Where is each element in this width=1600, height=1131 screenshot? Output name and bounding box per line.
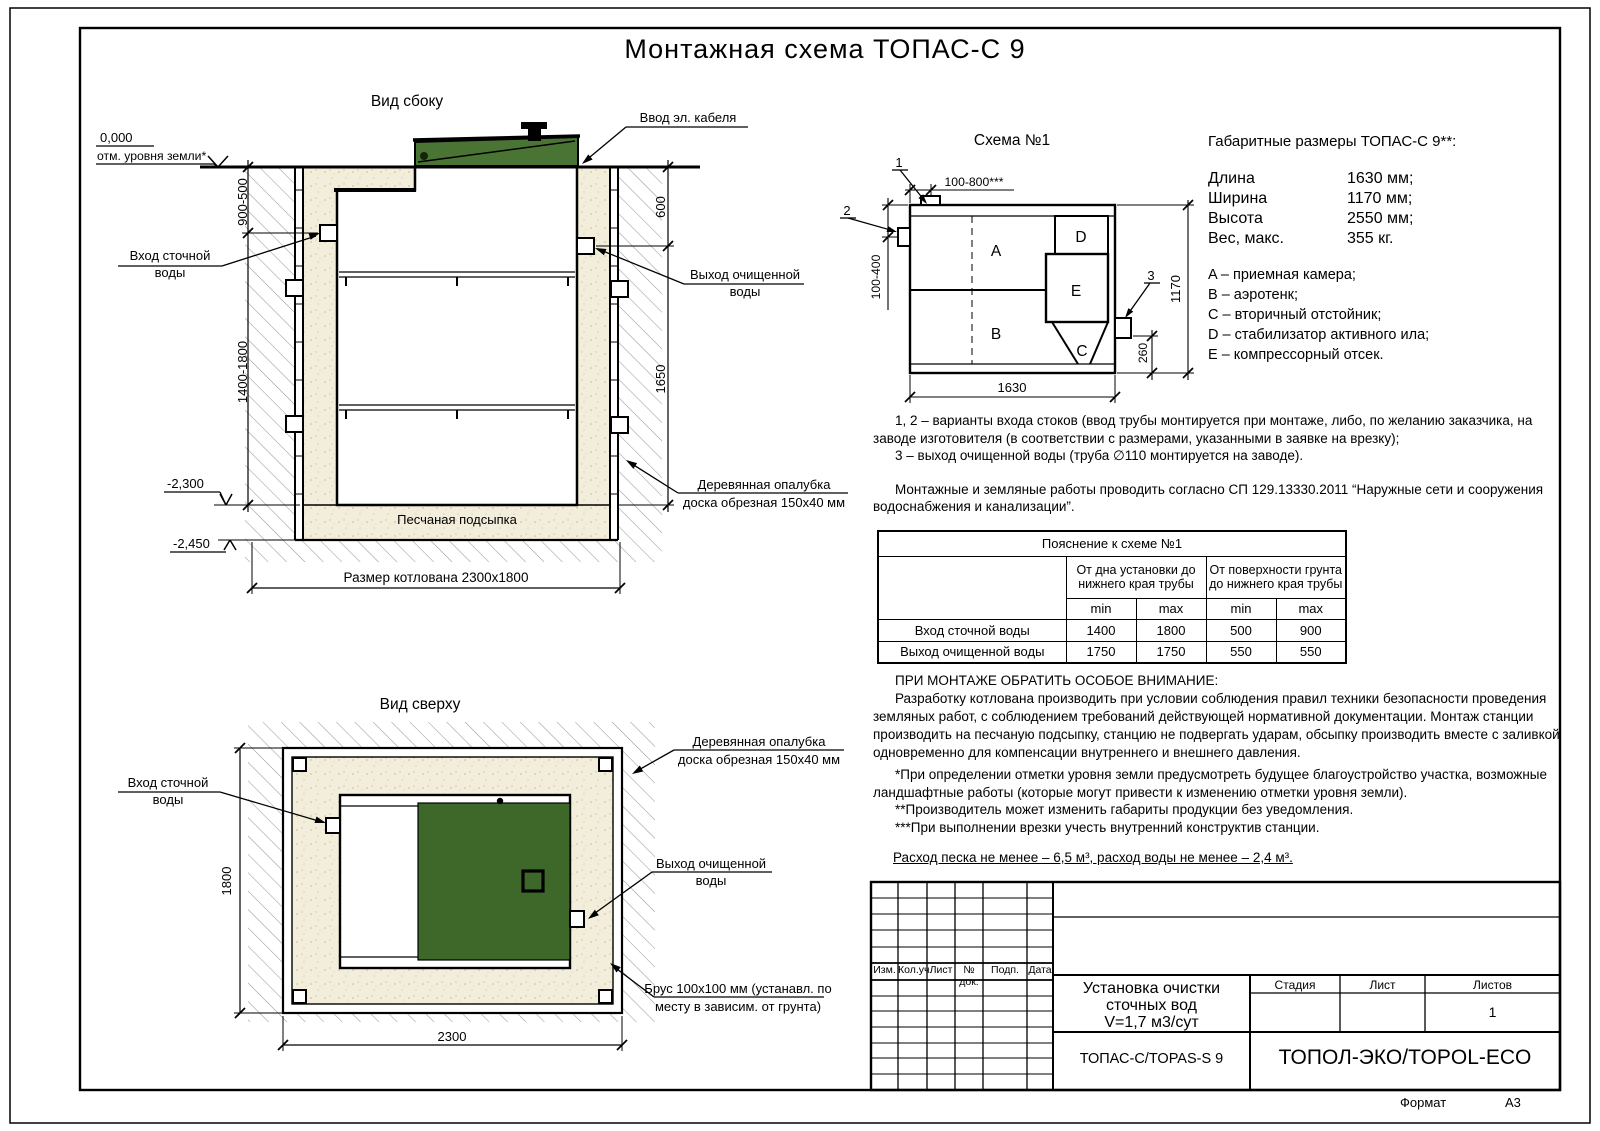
min-header: min: [1206, 598, 1276, 619]
row-label: Выход очищенной воды: [878, 641, 1066, 663]
col-group-1: От дна установки до нижнего края трубы: [1066, 556, 1206, 598]
min-header: min: [1066, 598, 1136, 619]
dim-depth-lower: 1400-1800: [235, 340, 250, 404]
schema-dim-left: 100-400: [869, 254, 883, 300]
document-name: Установка очистки сточных вод V=1,7 м3/сут: [1082, 980, 1221, 1031]
top-view-drawing: [118, 696, 844, 1051]
outlet-stub-top: [570, 911, 584, 927]
spec-value: 355 кг.: [1347, 230, 1394, 247]
dim-width-top: 1800: [219, 866, 234, 896]
attention-body: Разработку котлована производить при условии соблюдения правил техники безопасности проведения земляных работ, с соблюдением требований действующей нормативной документации. Монтаж станции производить на песчаную подсыпку, станцию не подвергать ударам, обсыпку производить вместе с заливкой одновременно для компенсации внутреннего и внешнего давления.: [873, 691, 1560, 760]
note-variants-2: 3 – выход очищенной воды (труба ∅110 монтируется на заводе).: [895, 448, 1304, 463]
compartment-a: A: [990, 243, 1002, 260]
inlet-label-side: Вход сточной: [129, 248, 211, 263]
attention-block: [873, 672, 1571, 762]
dim-length-top: 2300: [437, 1029, 467, 1044]
svg-text:воды: воды: [152, 792, 184, 807]
table-title: Пояснение к схеме №1: [878, 531, 1346, 556]
elevation-zero: 0,000: [100, 130, 133, 145]
spec-value: 2550 мм;: [1347, 210, 1414, 227]
table-row: [878, 641, 1346, 663]
schema-dim-length: 1630: [997, 380, 1027, 395]
stamp-col-data: Дата: [1028, 964, 1052, 976]
compartment-b: B: [990, 326, 1002, 343]
spec-label: Высота: [1208, 210, 1263, 227]
max-header: max: [1136, 598, 1206, 619]
stamp-col-izm: Изм.: [873, 964, 896, 976]
elevation-bottom: -2,300: [167, 476, 204, 491]
vent-cap: [521, 122, 547, 129]
side-view-title: Вид сбоку: [370, 93, 444, 110]
schema-dim-height: 1170: [1168, 275, 1183, 303]
model-designation: ТОПАС-С/TOPAS-S 9: [1079, 1051, 1224, 1067]
tank-body-side: [337, 167, 577, 505]
outlet-label-top: Выход очищенной: [655, 856, 767, 871]
inlet-stub-side: [320, 225, 337, 241]
page-title: Монтажная схема ТОПАС-С 9: [624, 34, 1026, 64]
cable-label: Ввод эл. кабеля: [639, 110, 737, 125]
dim-depth-upper: 900-500: [235, 178, 250, 226]
elevation-zero-note: отм. уровня земли*: [97, 149, 207, 163]
specs-title: Габаритные размеры ТОПАС-С 9**:: [1208, 133, 1457, 150]
side-view-drawing: [96, 93, 851, 594]
outlet-stub-side: [577, 238, 594, 254]
tank-lid-top: [418, 803, 570, 960]
svg-text:доска обрезная 150x40 мм: доска обрезная 150x40 мм: [682, 495, 846, 510]
cell-value: 900: [1276, 619, 1346, 641]
legend-item: C – вторичный отстойник;: [1208, 307, 1382, 323]
legend-item: D – стабилизатор активного ила;: [1208, 327, 1430, 343]
cell-value: 500: [1206, 619, 1276, 641]
beam-label: Брус 100x100 мм (устанавл. по: [644, 981, 832, 996]
footnotes-block: [873, 766, 1571, 836]
dim-right-upper: 600: [653, 196, 668, 218]
legend-item: B – аэротенк;: [1208, 287, 1298, 303]
svg-text:доска обрезная 150x40 мм: доска обрезная 150x40 мм: [677, 752, 841, 767]
note-variants-1: 1, 2 – варианты входа стоков (ввод трубы монтируется при монтаже, либо, по желанию заказчика, на заводе изготовителя (в соответствии с размерами, указанными в заявке на врезку);: [873, 413, 1533, 446]
outlet-label-side: Выход очищенной: [689, 267, 801, 282]
compartment-e: E: [1070, 283, 1082, 300]
table-row: [878, 619, 1346, 641]
row-label: Вход сточной воды: [878, 619, 1066, 641]
footnote-3: ***При выполнении врезки учесть внутренний конструктив станции.: [895, 819, 1320, 835]
inlet-stub-top: [326, 818, 340, 833]
spec-value: 1170 мм;: [1347, 190, 1413, 207]
cell-value: 550: [1206, 641, 1276, 663]
compartment-d: D: [1075, 229, 1087, 246]
note-sp: Монтажные и земляные работы проводить согласно СП 129.13330.2011 “Наружные сети и сооружения водоснабжения и канализации”.: [873, 481, 1544, 514]
max-header: max: [1276, 598, 1346, 619]
svg-text:воды: воды: [729, 284, 761, 299]
sheets-count: 1: [1488, 1004, 1497, 1020]
legend-item: E – компрессорный отсек.: [1208, 347, 1384, 363]
col-group-2: От поверхности грунта до нижнего края трубы: [1206, 556, 1346, 598]
dim-right-lower: 1650: [653, 364, 668, 394]
callout-2: 2: [843, 203, 851, 218]
formwork-label-top: Деревянная опалубка: [692, 734, 826, 749]
spec-value: 1630 мм;: [1347, 170, 1414, 187]
notes-block: [873, 412, 1565, 516]
spec-label: Ширина: [1208, 190, 1268, 207]
stamp-col-podp: Подп.: [991, 964, 1019, 976]
svg-text:месту в зависим. от грунта): месту в зависим. от грунта): [654, 999, 822, 1014]
stamp-col-list: Лист: [929, 964, 953, 976]
vent-stem: [528, 129, 541, 141]
schema-dim-outlet: 260: [1136, 342, 1150, 364]
stamp-col-koluch: Кол.уч.: [898, 964, 933, 976]
consumption-note: Расход песка не менее – 6,5 м³, расход воды не менее – 2,4 м³.: [893, 850, 1293, 865]
schema-title: Схема №1: [973, 132, 1051, 149]
footnote-2: **Производитель может изменить габариты продукции без уведомления.: [895, 802, 1354, 817]
pit-size-dim: Размер котлована 2300x1800: [343, 570, 529, 585]
spec-label: Длина: [1208, 170, 1255, 187]
table-corner-cell: [878, 556, 1066, 619]
stage-header: Стадия: [1274, 978, 1316, 992]
sand-cushion-label: Песчаная подсыпка: [397, 512, 517, 527]
footnote-1: *При определении отметки уровня земли предусмотреть будущее благоустройство участка, возможные ландшафтные работы (которые могут привести к изменению отметки уровня земли).: [873, 767, 1548, 800]
inlet-label-top: Вход сточной: [127, 775, 209, 790]
legend-item: A – приемная камера;: [1208, 267, 1356, 283]
cell-value: 1750: [1136, 641, 1206, 663]
compartment-c: C: [1076, 343, 1088, 360]
schema-dim-top: 100-800***: [944, 175, 1004, 189]
svg-text:воды: воды: [154, 265, 186, 280]
callout-1: 1: [895, 155, 903, 170]
manufacturer-name: ТОПОЛ-ЭКО/TOPOL-ECO: [1278, 1046, 1532, 1069]
cell-value: 550: [1276, 641, 1346, 663]
callout-3: 3: [1147, 268, 1155, 283]
sheets-header: Листов: [1473, 978, 1512, 992]
tank-lid-side: [413, 122, 580, 166]
elevation-pit: -2,450: [173, 536, 210, 551]
compartment-legend: [1208, 265, 1588, 365]
cell-value: 1800: [1136, 619, 1206, 641]
schema-1-drawing: [840, 132, 1194, 403]
cell-value: 1750: [1066, 641, 1136, 663]
formwork-label-side: Деревянная опалубка: [697, 477, 831, 492]
attention-title: ПРИ МОНТАЖЕ ОБРАТИТЬ ОСОБОЕ ВНИМАНИЕ:: [895, 673, 1219, 688]
top-view-title: Вид сверху: [379, 696, 461, 713]
format-label: Формат: [1400, 1095, 1447, 1110]
stamp-col-ndok: № док.: [959, 964, 979, 988]
svg-text:воды: воды: [695, 873, 727, 888]
explanation-table: [877, 530, 1347, 664]
lid-bolt: [420, 152, 428, 160]
cell-value: 1400: [1066, 619, 1136, 641]
format-value: А3: [1505, 1095, 1521, 1110]
sheet-header: Лист: [1369, 978, 1396, 992]
spec-label: Вес, макс.: [1208, 230, 1284, 247]
